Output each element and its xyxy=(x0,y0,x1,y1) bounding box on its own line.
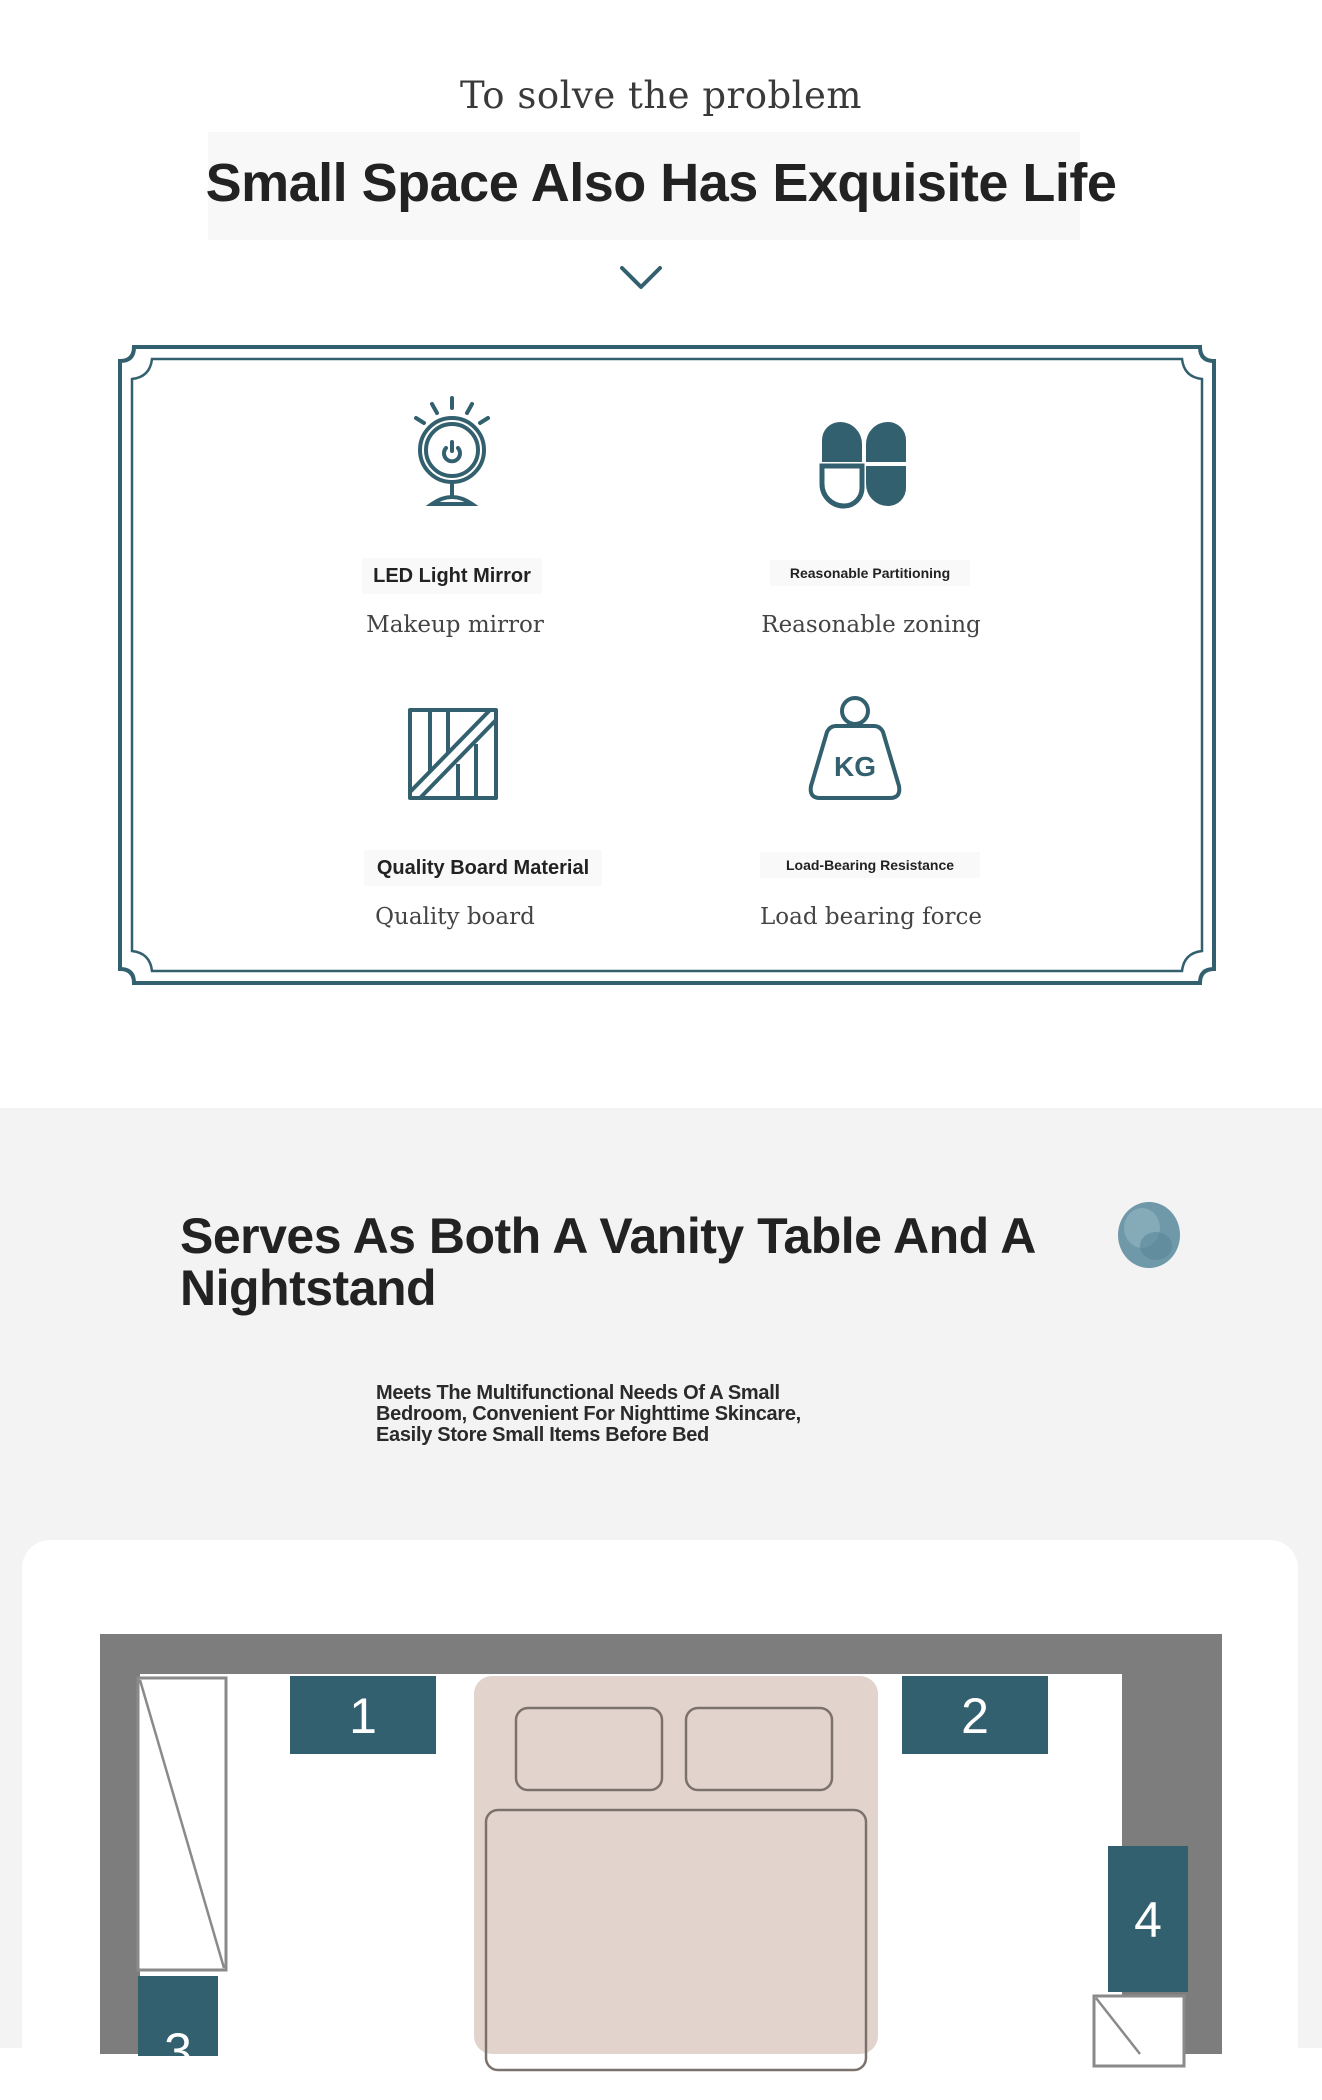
intro-kicker: To solve the problem xyxy=(459,74,862,117)
chevron-down-icon xyxy=(619,264,663,292)
floorplan-diagram xyxy=(100,1634,1222,2079)
weight-icon xyxy=(806,694,904,802)
section-description: Meets The Multifunctional Needs Of A Small Bedroom, Convenient For Nighttime Skincare, Easily Store Small Items Before Bed xyxy=(376,1382,801,1446)
feature-subtitle-quality-board: Quality board xyxy=(375,904,535,930)
feature-title-led-mirror: LED Light Mirror xyxy=(362,558,542,594)
intro-headline: Small Space Also Has Exquisite Life xyxy=(205,153,1117,213)
paint-dot-decoration xyxy=(1116,1200,1182,1270)
board-icon xyxy=(406,706,500,802)
led-mirror-icon xyxy=(406,394,498,510)
feature-frame xyxy=(116,343,1218,987)
weight-icon-label: KG xyxy=(834,751,876,782)
feature-subtitle-zoning: Reasonable zoning xyxy=(761,612,981,638)
feature-title-load-bearing: Load-Bearing Resistance xyxy=(760,852,980,878)
feature-title-partitioning: Reasonable Partitioning xyxy=(770,560,970,586)
feature-subtitle-makeup-mirror: Makeup mirror xyxy=(366,612,544,638)
marker-2-label: 2 xyxy=(961,1688,989,1744)
marker-4-label: 4 xyxy=(1134,1892,1162,1948)
section-heading: Serves As Both A Vanity Table And A Nightstand xyxy=(180,1208,1034,1316)
partition-icon xyxy=(818,418,910,510)
feature-subtitle-load-force: Load bearing force xyxy=(760,904,982,930)
bed xyxy=(474,1676,878,2054)
marker-1-label: 1 xyxy=(349,1688,377,1744)
cabinet-right xyxy=(1094,1996,1184,2066)
feature-title-board-material: Quality Board Material xyxy=(364,850,602,886)
marker-3-label: 3 xyxy=(164,2023,192,2079)
